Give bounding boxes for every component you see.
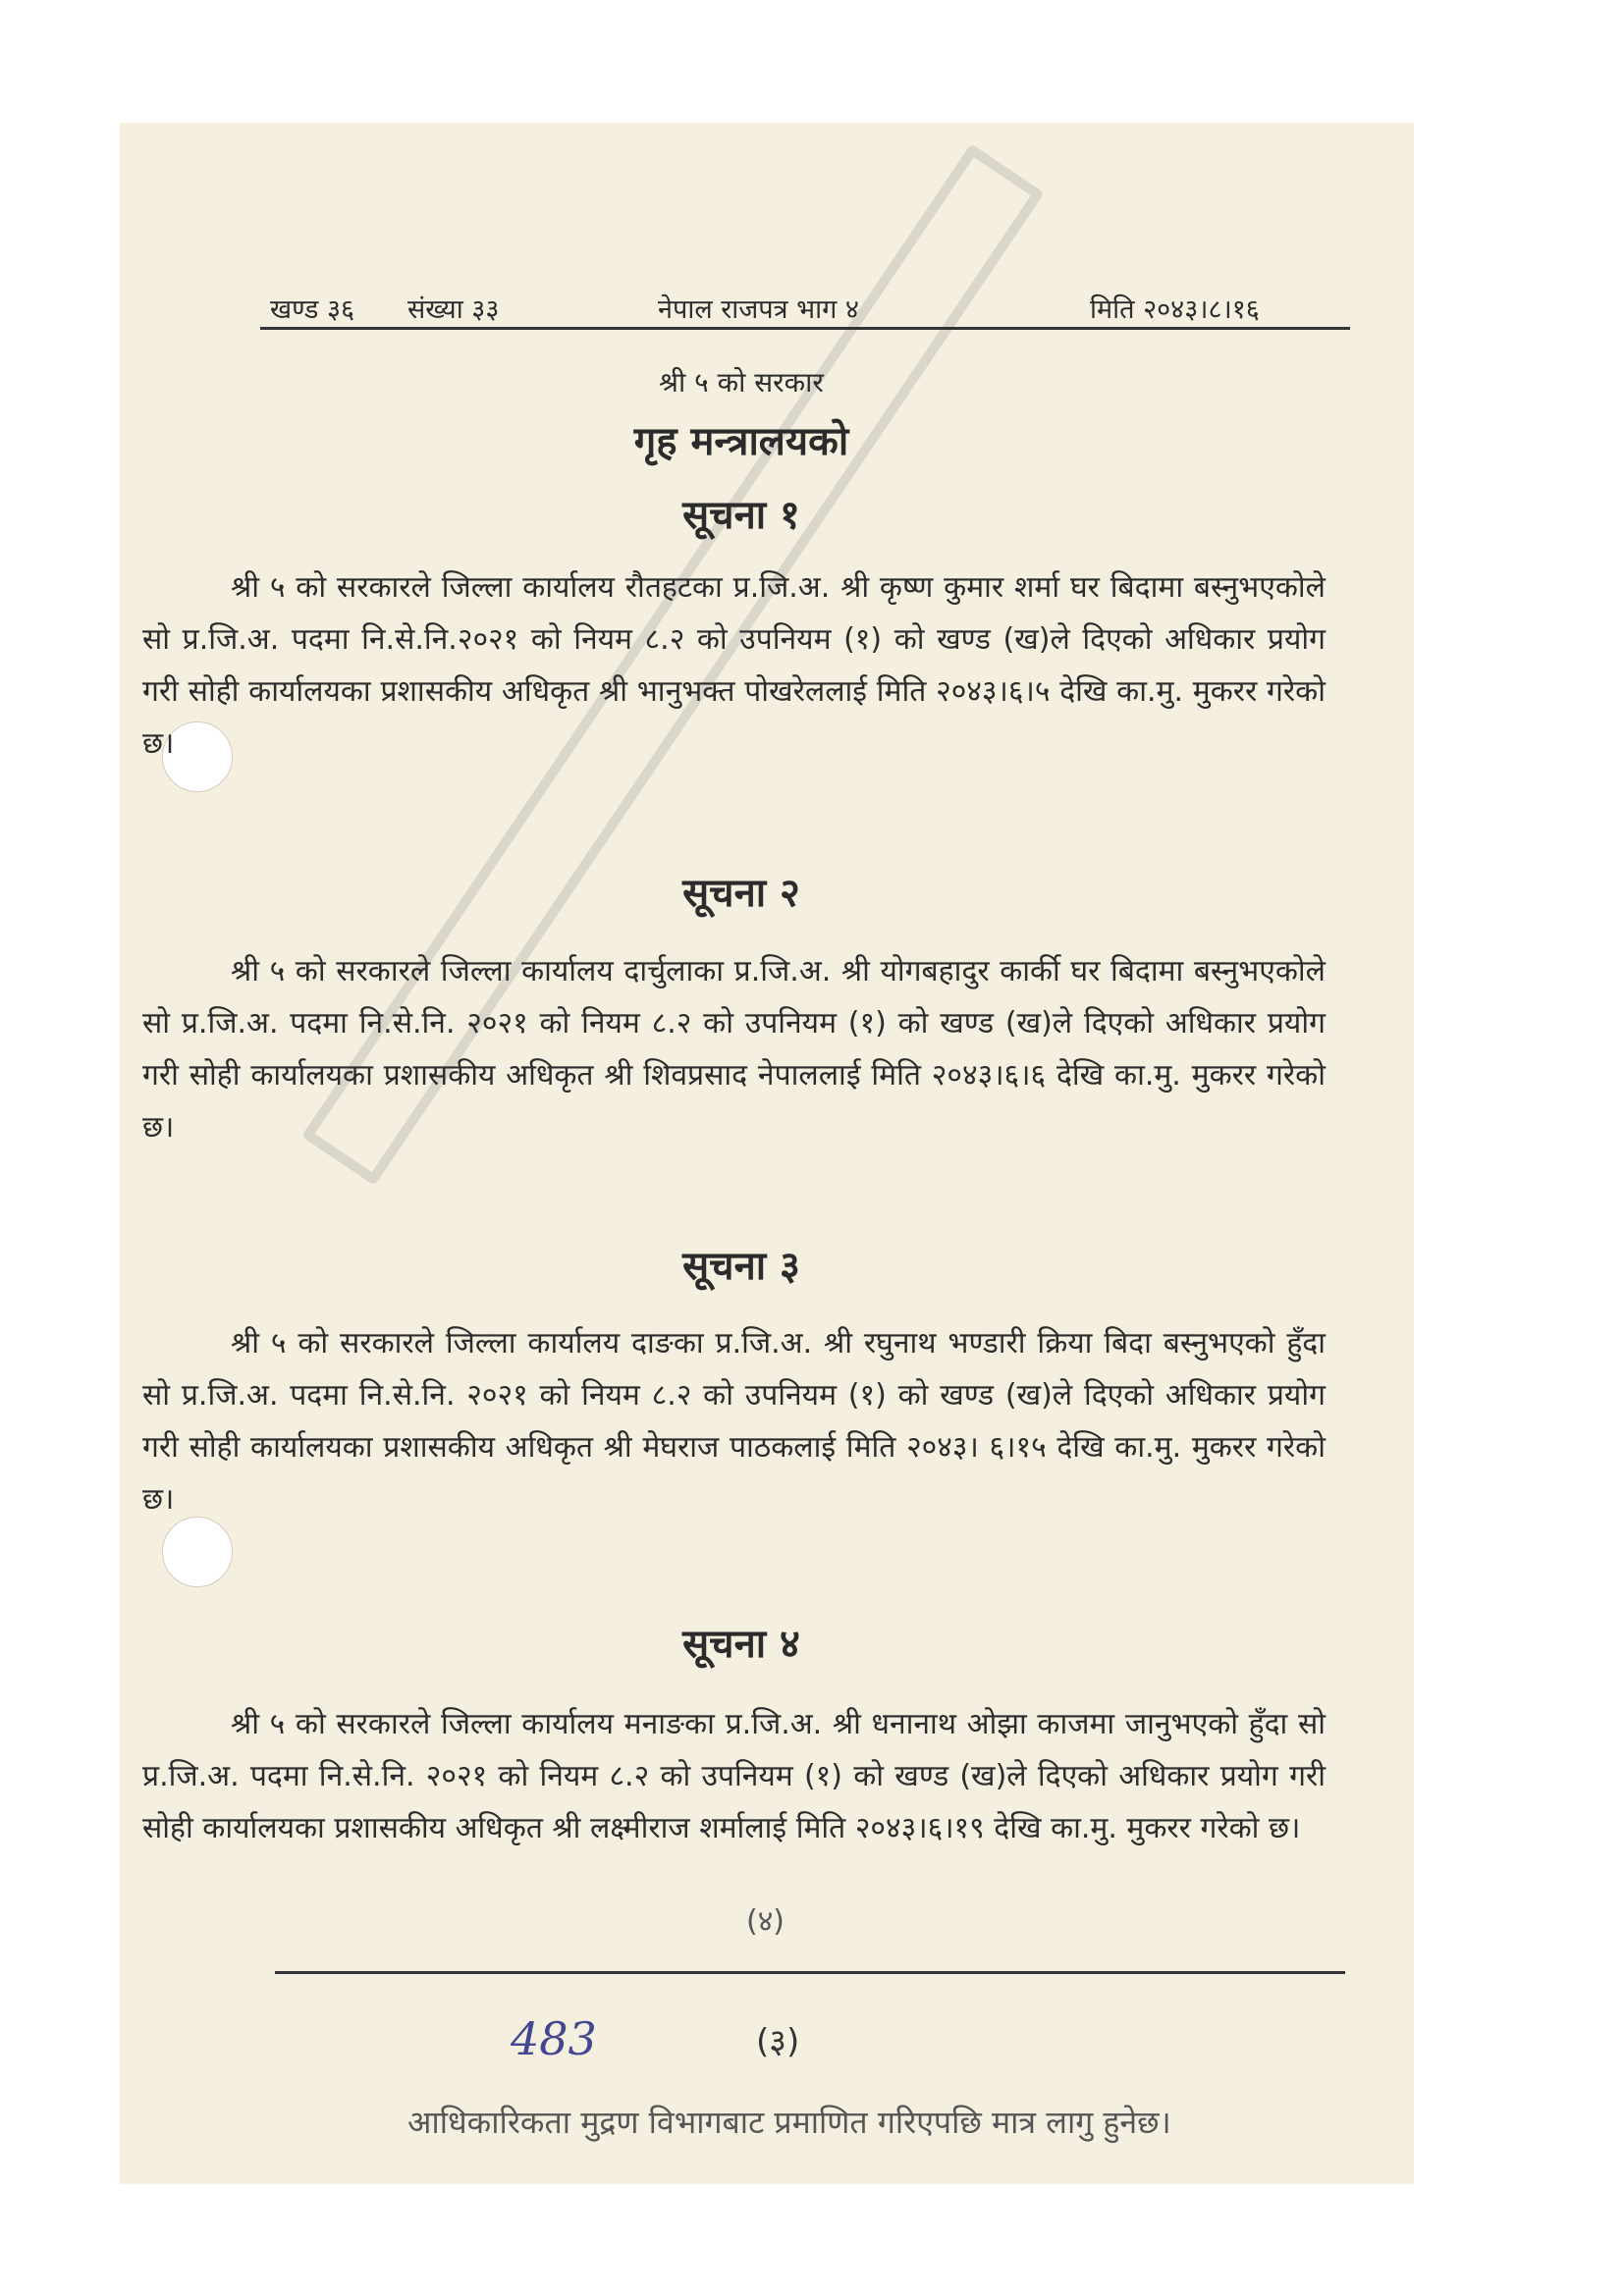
ministry-title: गृह मन्त्रालयको [633,419,849,464]
handwritten-number: 483 [511,2012,597,2065]
authenticity-footer: आधिकारिकता मुद्रण विभागबाट प्रमाणित गरिएपछि मात्र लागु हुनेछ। [407,2104,1171,2141]
gazette-header [142,282,1340,325]
notice-2-heading: सूचना २ [682,871,800,916]
issue-number: संख्या ३३ [407,294,500,325]
volume-label: खण्ड ३६ [270,294,355,325]
notice-4-text: श्री ५ को सरकारले जिल्ला कार्यालय मनाङका प्र.जि.अ. श्री धनानाथ ओझा काजमा जानुभएको हुँदा सो प्र.जि.अ. पदमा नि.से.नि. २०२१ को नियम ८.२ को उपनियम (१) को खण्ड (ख)ले दिएको अधिकार प्रयोग गरी सोही कार्यालयका प्रशासकीय अधिकृत श्री लक्ष्मीराज शर्मालाई मिति २०४३।६।१९ देखि का.मु. मुकरर गरेको छ। [142,1707,1326,1845]
header-rule [260,327,1350,330]
notice-2-text: श्री ५ को सरकारले जिल्ला कार्यालय दार्चुलाका प्र.जि.अ. श्री योगबहादुर कार्की घर बिदामा बस्नुभएकोले सो प्र.जि.अ. पदमा नि.से.नि. २०२१ को नियम ८.२ को उपनियम (१) को खण्ड (ख)ले दिएको अधिकार प्रयोग गरी सोही कार्यालयका प्रशासकीय अधिकृत श्री शिवप्रसाद नेपाललाई मिति २०४३।६।६ देखि का.मु. मुकरर गरेको छ। [142,954,1326,1145]
punch-hole-bottom [162,1517,233,1587]
page-number: (३) [756,2022,800,2061]
notice-3-heading: सूचना ३ [682,1244,800,1289]
notice-3-text: श्री ५ को सरकारले जिल्ला कार्यालय दाङका प्र.जि.अ. श्री रघुनाथ भण्डारी क्रिया बिदा बस्नुभएको हुँदा सो प्र.जि.अ. पदमा नि.से.नि. २०२१ को नियम ८.२ को उपनियम (१) को खण्ड (ख)ले दिएको अधिकार प्रयोग गरी सोही कार्यालयका प्रशासकीय अधिकृत श्री मेघराज पाठकलाई मिति २०४३। ६।१५ देखि का.मु. मुकरर गरेको छ। [142,1326,1326,1517]
notice-4-heading: सूचना ४ [682,1622,800,1667]
footer-rule [275,1971,1345,1974]
gazette-title: नेपाल राजपत्र भाग ४ [658,294,859,325]
faint-page-number: (४) [746,1904,785,1939]
issue-date: मिति २०४३।८।१६ [1090,294,1260,325]
notice-1-heading: सूचना १ [682,493,800,538]
notice-1-text: श्री ५ को सरकारले जिल्ला कार्यालय रौतहटका प्र.जि.अ. श्री कृष्ण कुमार शर्मा घर बिदामा बस्नुभएकोले सो प्र.जि.अ. पदमा नि.से.नि.२०२१ को नियम ८.२ को उपनियम (१) को खण्ड (ख)ले दिएको अधिकार प्रयोग गरी सोही कार्यालयका प्रशासकीय अधिकृत श्री भानुभक्त पोखरेललाई मिति २०४३।६।५ देखि का.मु. मुकरर गरेको छ। [142,570,1326,761]
government-title: श्री ५ को सरकार [659,366,824,399]
